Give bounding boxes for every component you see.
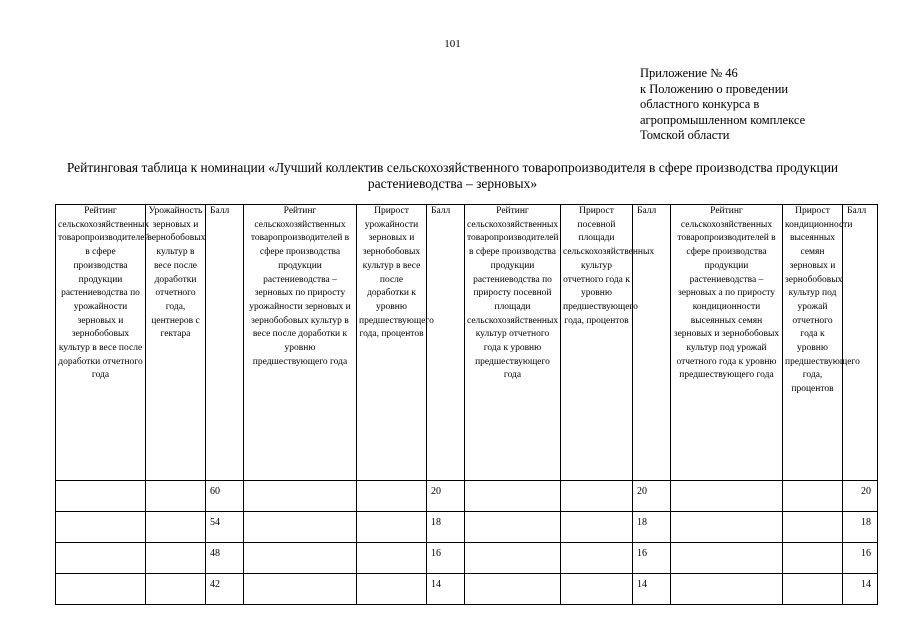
table-cell — [783, 543, 843, 574]
table-cell — [783, 512, 843, 543]
table-cell — [244, 574, 357, 605]
appendix-line-2: к Положению о проведении — [640, 81, 789, 96]
table-cell: 20 — [843, 481, 878, 512]
table-cell: 48 — [206, 543, 244, 574]
rating-table — [55, 204, 878, 605]
table-cell — [465, 512, 561, 543]
header-cell: Прирост кондиционности высеянных семян зерновых и зернобобовых культур под урожай отчетного года к уровню предшествующего года, процентов — [783, 205, 843, 481]
header-cell: Рейтинг сельскохозяйственных товаропроизводителей в сфере производства продукции растениеводства – зерновых по приросту урожайности зерновых и зернобобовых культур в весе после доработки к уровню предшествующего года — [244, 205, 357, 481]
table-cell: 18 — [843, 512, 878, 543]
table-header-row — [56, 205, 878, 481]
table-cell — [56, 512, 146, 543]
header-cell: Прирост урожайности зерновых и зернобобовых культур в весе после доработки к уровню предшествующего года, процентов — [357, 205, 427, 481]
table-cell: 54 — [206, 512, 244, 543]
table-cell — [465, 543, 561, 574]
table-cell — [357, 574, 427, 605]
table-cell: 16 — [427, 543, 465, 574]
table-cell — [561, 481, 633, 512]
table-cell — [56, 481, 146, 512]
header-cell: Рейтинг сельскохозяйственных товаропроизводителей в сфере производства продукции растениеводства – зерновых а по приросту кондиционности высеянных семян зерновых и зернобобовых культур под урожай отчетного года к уровню предшествующего года — [671, 205, 783, 481]
table-cell — [561, 574, 633, 605]
table-cell — [783, 574, 843, 605]
table-cell — [244, 512, 357, 543]
table-cell — [465, 574, 561, 605]
header-cell: Урожайность зерновых и зернобобовых культур в весе после доработки отчетного года, центнеров с гектара — [146, 205, 206, 481]
table-cell — [146, 512, 206, 543]
table-cell — [671, 481, 783, 512]
table-cell: 14 — [843, 574, 878, 605]
table-cell — [357, 481, 427, 512]
table-cell — [56, 574, 146, 605]
table-cell — [146, 543, 206, 574]
table-cell: 60 — [206, 481, 244, 512]
table-cell: 16 — [843, 543, 878, 574]
table-row — [56, 481, 878, 512]
header-cell: Прирост посевной площади сельскохозяйственных культур отчетного года к уровню предшествующего года, процентов — [561, 205, 633, 481]
header-cell: Балл — [843, 205, 878, 481]
header-cell: Рейтинг сельскохозяйственных товаропроизводителей в сфере производства продукции растениеводства по урожайности зерновых и зернобобовых культур в весе после доработки отчетного года — [56, 205, 146, 481]
appendix-line-1: Приложение № 46 — [640, 66, 738, 80]
table-cell: 42 — [206, 574, 244, 605]
header-cell: Балл — [427, 205, 465, 481]
table-cell — [561, 512, 633, 543]
header-cell: Балл — [633, 205, 671, 481]
appendix-block — [640, 66, 900, 144]
table-cell — [244, 543, 357, 574]
table-cell — [465, 481, 561, 512]
table-cell — [146, 574, 206, 605]
appendix-line-3: областного конкурса в — [640, 97, 760, 111]
table-cell — [146, 481, 206, 512]
table-cell — [671, 512, 783, 543]
table-row — [56, 574, 878, 605]
table-cell — [671, 543, 783, 574]
table-cell: 18 — [633, 512, 671, 543]
table-cell — [56, 543, 146, 574]
table-cell: 16 — [633, 543, 671, 574]
appendix-line-4: агропромышленном комплексе — [640, 112, 806, 127]
table-cell — [783, 481, 843, 512]
table-row — [56, 543, 878, 574]
table-cell: 20 — [427, 481, 465, 512]
header-cell: Балл — [206, 205, 244, 481]
table-cell: 14 — [427, 574, 465, 605]
appendix-line-5: Томской области — [640, 128, 730, 142]
table-cell: 20 — [633, 481, 671, 512]
table-cell — [357, 512, 427, 543]
table-cell — [671, 574, 783, 605]
table-cell — [244, 481, 357, 512]
table-row — [56, 512, 878, 543]
document-title: Рейтинговая таблица к номинации «Лучший коллектив сельскохозяйственного товаропроизводителя в сфере производства продукции растениеводства – зерновых» — [66, 160, 839, 191]
table-cell — [561, 543, 633, 574]
table-cell — [357, 543, 427, 574]
table-cell: 14 — [633, 574, 671, 605]
header-cell: Рейтинг сельскохозяйственных товаропроизводителей в сфере производства продукции растениеводства по приросту посевной площади сельскохозяйственных культур отчетного года к уровню предшествующего года — [465, 205, 561, 481]
page-number: 101 — [444, 38, 461, 50]
table-cell: 18 — [427, 512, 465, 543]
